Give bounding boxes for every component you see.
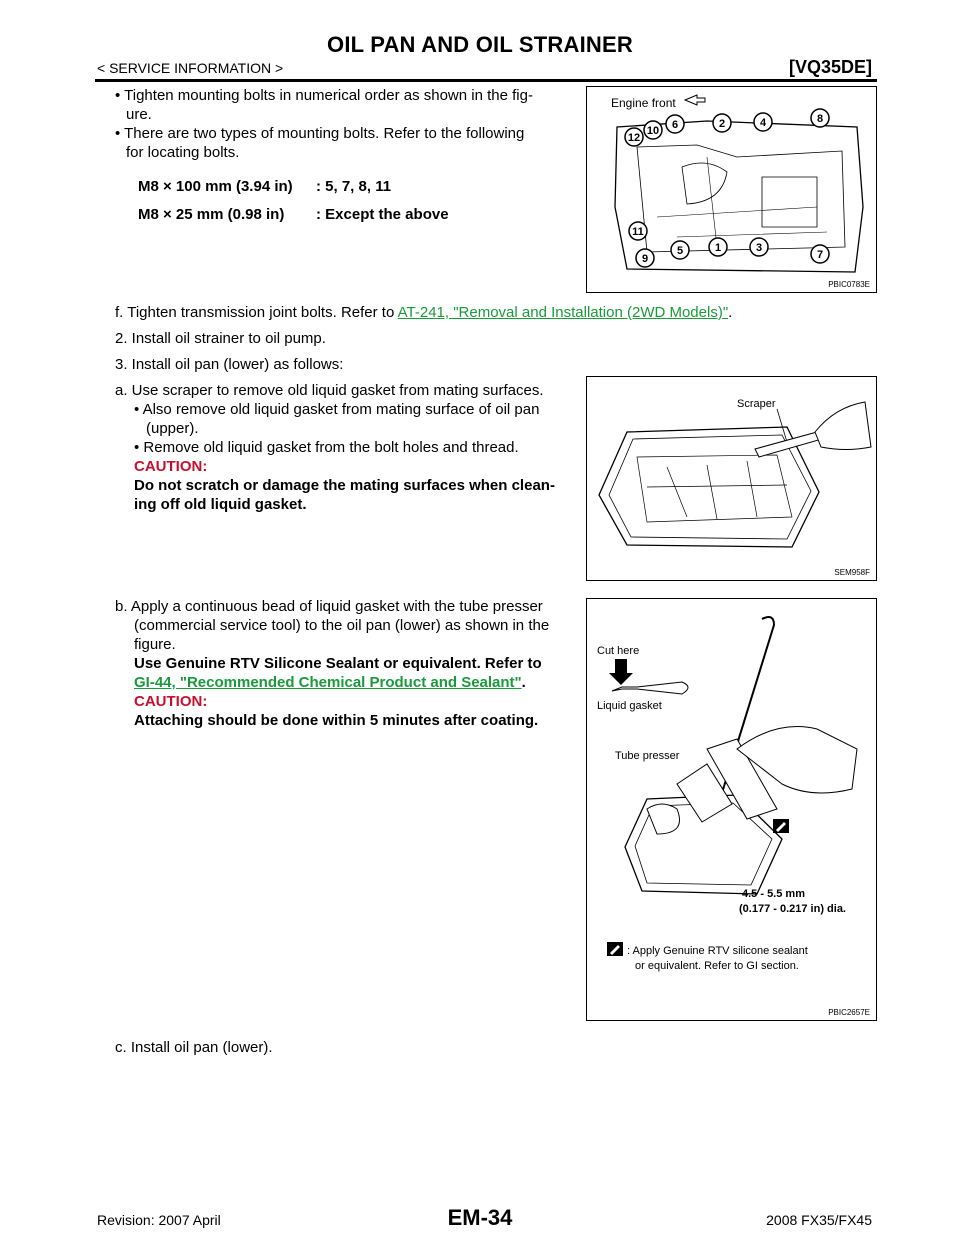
bolt-spec-row (138, 178, 449, 206)
caution-text: ing off old liquid gasket. (134, 496, 307, 513)
step-f-suffix: . (728, 304, 733, 321)
bolt-spec-size: M8 × 100 mm (3.94 in) (138, 178, 293, 195)
bolt-number: 7 (816, 249, 824, 261)
bolt-number: 1 (714, 242, 722, 254)
oil-pan-top-view-illustration (587, 87, 876, 292)
sealant-note-cont: or equivalent. Refer to GI section. (635, 960, 799, 972)
bolt-spec-value: : 5, 7, 8, 11 (316, 178, 392, 195)
bolt-7-marker (811, 245, 829, 263)
scraper-label: Scraper (737, 398, 776, 410)
sealant-note: : Apply Genuine RTV silicone sealant (627, 945, 808, 957)
bolt-number-markers (625, 109, 829, 267)
step-a-bullet-cont: (upper). (146, 420, 199, 437)
bolt-10-marker (644, 121, 662, 139)
bullet-text-cont: for locating bolts. (126, 144, 240, 161)
leader-line (777, 409, 787, 442)
sealant-mark-icon (607, 942, 623, 956)
bolt-4-marker (754, 113, 772, 131)
step-a-text: a. Use scraper to remove old liquid gasket from mating surfaces. (115, 382, 544, 399)
bolt-spec-table (138, 178, 449, 234)
bolt-number: 6 (671, 119, 679, 131)
engine-front-label: Engine front (611, 96, 676, 110)
step-c: c. Install oil pan (lower). (115, 1039, 273, 1056)
bolt-spec-row (138, 206, 449, 234)
step-b-text: (commercial service tool) to the oil pan (lower) as shown in the (134, 617, 550, 634)
oil-pan-ribs (637, 455, 792, 522)
bolt-number: 8 (816, 113, 824, 125)
step-2: 2. Install oil strainer to oil pump. (115, 330, 326, 347)
tube-presser-illustration (587, 599, 876, 1020)
link-gi-44[interactable]: GI-44, "Recommended Chemical Product and Sealant" (134, 674, 522, 691)
step-b-text: b. Apply a continuous bead of liquid gasket with the tube presser (115, 598, 543, 615)
figure-bolt-order (586, 86, 877, 293)
bolt-number: 3 (755, 242, 763, 254)
caution-text: Do not scratch or damage the mating surfaces when clean- (134, 477, 555, 494)
step-b (115, 597, 577, 730)
step-a-bullet: • Also remove old liquid gasket from mating surface of oil pan (134, 401, 540, 418)
bead-dimension: 4.5 - 5.5 mm (742, 888, 805, 900)
bead-dimension-inch: (0.177 - 0.217 in) dia. (739, 903, 846, 915)
bolt-spec-size: M8 × 25 mm (0.98 in) (138, 206, 285, 223)
page-title: OIL PAN AND OIL STRAINER (327, 32, 633, 57)
bolt-number: 9 (641, 253, 649, 265)
oil-pan-detail (682, 163, 727, 204)
bullet-text-cont: ure. (126, 106, 152, 123)
engine-code: [VQ35DE] (788, 57, 872, 77)
figure-code: SEM958F (834, 568, 870, 577)
link-at-241[interactable]: AT-241, "Removal and Installation (2WD Models)" (397, 304, 729, 321)
hand-drawing (647, 804, 680, 834)
bolt-number: 12 (627, 132, 641, 144)
breadcrumb: < SERVICE INFORMATION > (97, 60, 284, 76)
bullet-text: • Tighten mounting bolts in numerical order as shown in the fig- (115, 87, 533, 104)
step-3: 3. Install oil pan (lower) as follows: (115, 356, 344, 373)
bolt-number: 10 (646, 125, 660, 137)
step-a (115, 381, 577, 514)
liquid-gasket-label: Liquid gasket (597, 700, 662, 712)
bolt-1-marker (709, 238, 727, 256)
scraper-illustration (587, 377, 876, 580)
caution-text: Attaching should be done within 5 minutes after coating. (134, 712, 539, 729)
arrow-down-icon (609, 659, 633, 685)
bolt-2-marker (713, 114, 731, 132)
bolt-number: 11 (632, 226, 644, 238)
bolt-11-marker (629, 222, 647, 240)
figure-scraper (586, 376, 877, 581)
figure-code: PBIC0783E (828, 280, 870, 289)
vehicle-model: 2008 FX35/FX45 (766, 1212, 872, 1228)
revision-date: Revision: 2007 April (97, 1212, 221, 1228)
bolt-number: 4 (759, 117, 767, 129)
hand-drawing (815, 402, 871, 450)
sealant-tube-icon (612, 682, 688, 694)
step-a-bullet: • Remove old liquid gasket from the bolt holes and thread. (134, 439, 519, 456)
header-rule (95, 79, 877, 82)
bolt-6-marker (666, 115, 684, 133)
bolt-12-marker (625, 128, 643, 146)
oil-pan-inner (637, 145, 845, 252)
tube-presser-label: Tube presser (615, 750, 680, 762)
bolt-number: 2 (718, 118, 726, 130)
bolt-5-marker (671, 241, 689, 259)
step-f-text: f. Tighten transmission joint bolts. Refer to (115, 304, 398, 321)
page-number: EM-34 (447, 1205, 513, 1230)
arrow-left-icon (685, 95, 705, 105)
sealant-instruction: Use Genuine RTV Silicone Sealant or equivalent. Refer to (134, 655, 542, 672)
bolt-3-marker (750, 238, 768, 256)
step-f (115, 303, 732, 322)
bolt-8-marker (811, 109, 829, 127)
link-suffix: . (521, 674, 526, 691)
bolt-number: 5 (676, 245, 684, 257)
bolt-spec-value: : Except the above (316, 206, 449, 223)
sealant-mark-icon (773, 819, 789, 833)
cut-here-label: Cut here (597, 645, 640, 657)
bullet-text: • There are two types of mounting bolts. Refer to the following (115, 125, 525, 142)
caution-label: CAUTION: (134, 458, 208, 475)
figure-code: PBIC2657E (828, 1008, 870, 1017)
figure-tube-presser (586, 598, 877, 1021)
oil-pan-detail (762, 177, 817, 227)
caution-label: CAUTION: (134, 693, 208, 710)
step-b-text: figure. (134, 636, 176, 653)
bolt-9-marker (636, 249, 654, 267)
bullet-tighten-order (115, 86, 575, 162)
